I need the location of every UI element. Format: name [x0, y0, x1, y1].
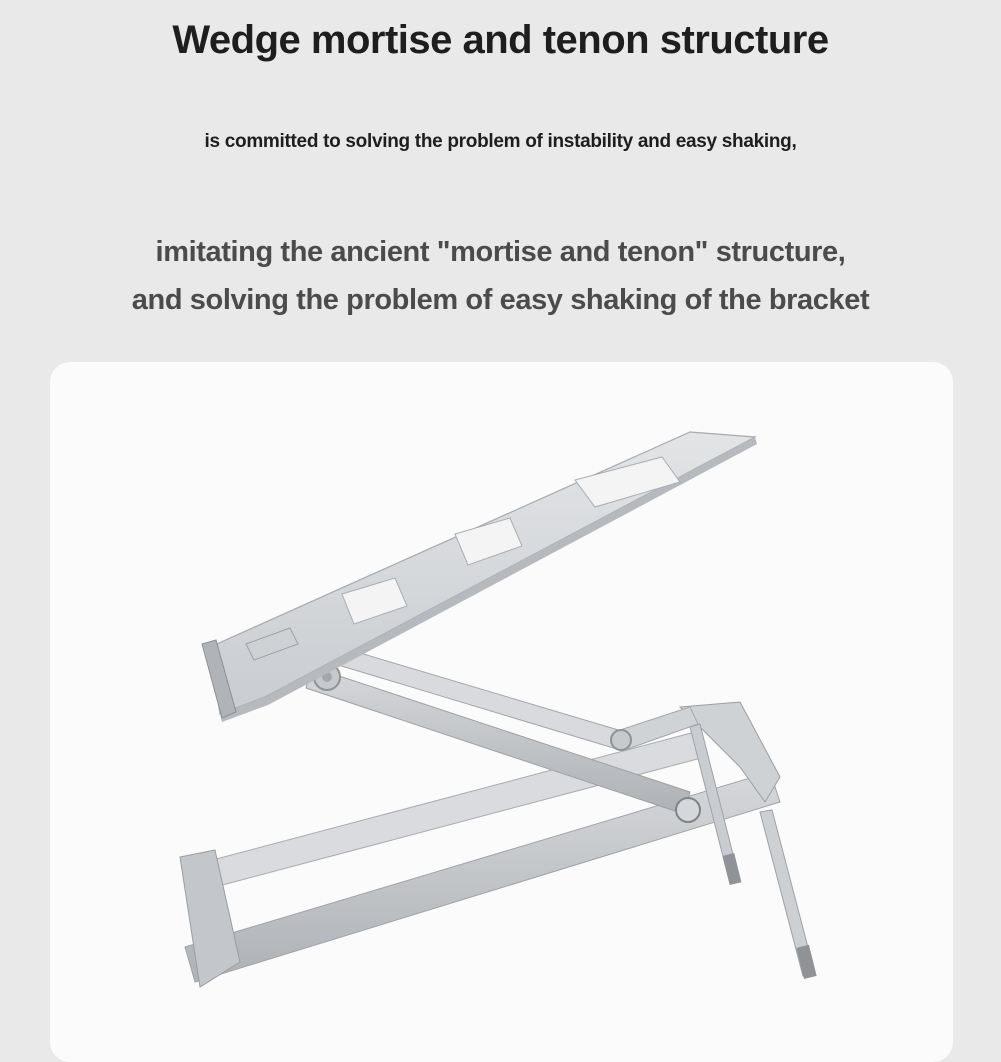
- product-image-card: [50, 362, 953, 1062]
- subtitle: is committed to solving the problem of instability and easy shaking,: [204, 131, 797, 152]
- description-line-2: and solving the problem of easy shaking of the bracket: [131, 284, 870, 316]
- laptop-stand-icon: [50, 362, 953, 1062]
- laptop-plate: [202, 432, 757, 722]
- page-title: Wedge mortise and tenon structure: [172, 18, 829, 62]
- description-line-1: imitating the ancient "mortise and tenon" structure,: [155, 236, 846, 268]
- description: [0, 228, 1001, 324]
